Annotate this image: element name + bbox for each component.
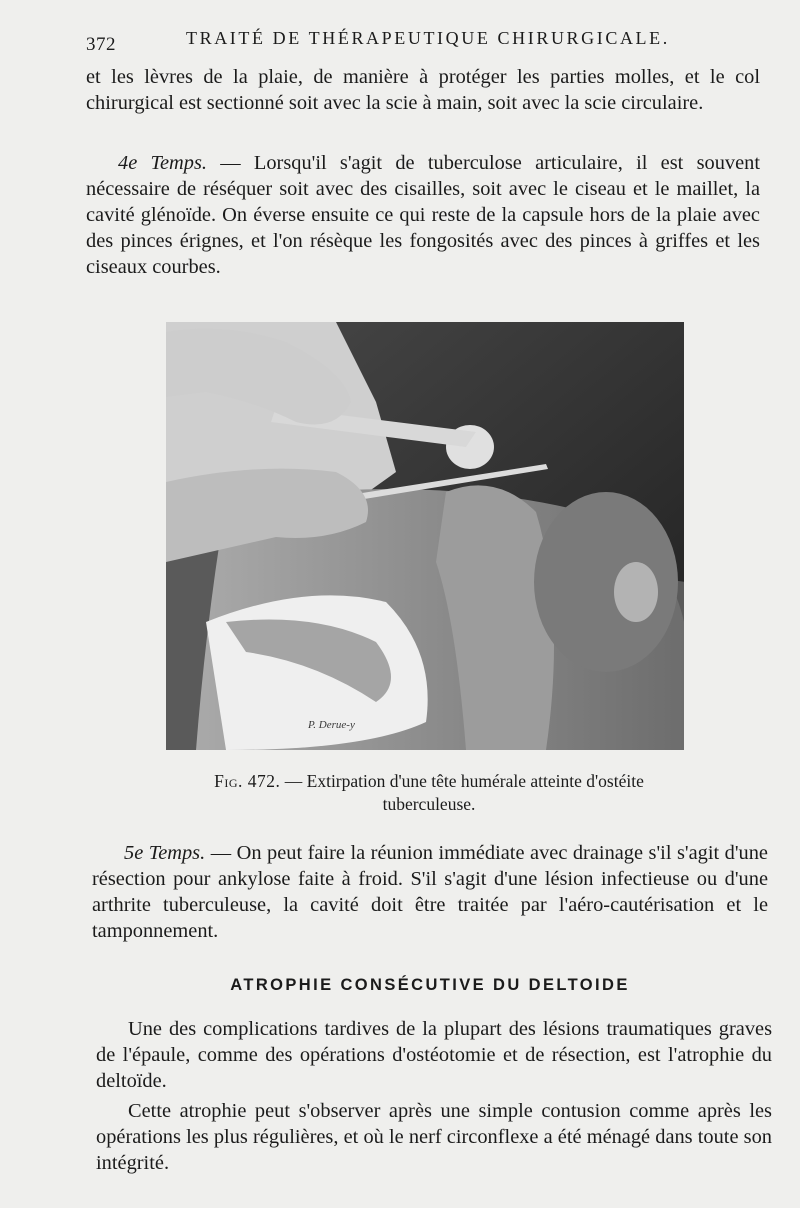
page-header (86, 28, 766, 55)
paragraph-text: — On peut faire la réunion immédiate avec drainage s'il s'agit d'une résection pour ankylose faite à froid. S'il s'agit d'une lésion infectieuse ou d'une arthrite tuberculeuse, la cavité doit être traitée par l'aéro-cautérisation et le tamponnement. (92, 842, 768, 942)
paragraph-continuation (86, 64, 760, 116)
paragraph-step-4 (86, 150, 760, 280)
photo-illustration (166, 322, 684, 750)
paragraph-text: et les lèvres de la plaie, de manière à protéger les parties molles, et le col chirurgical est sectionné soit avec la scie à main, soit avec la scie circulaire. (86, 66, 760, 114)
paragraph-text: Une des complications tardives de la plupart des lésions traumatiques graves de l'épaule, comme des opérations d'ostéotomie et de résection, est l'atrophie du deltoïde. (96, 1018, 772, 1092)
figure-caption (170, 770, 688, 816)
paragraph-text: — Lorsqu'il s'agit de tuberculose articulaire, il est souvent nécessaire de réséquer soit avec des cisailles, soit avec le ciseau et le maillet, la cavité glénoïde. On éverse ensuite ce qui reste de la capsule hors de la plaie avec des pinces érignes, et l'on résèque les fongosités avec des pinces à griffes et les ciseaux courbes. (86, 152, 760, 278)
page-number: 372 (86, 34, 116, 55)
paragraph-atrophy-intro (96, 1016, 772, 1094)
running-title: TRAITÉ DE THÉRAPEUTIQUE CHIRURGICALE. (186, 28, 670, 48)
step-label: 4e Temps. (118, 152, 207, 174)
caption-text: — Extirpation d'une tête humérale atteinte d'ostéite tuberculeuse. (280, 771, 644, 814)
paragraph-text: Cette atrophie peut s'observer après une simple contusion comme après les opérations les plus régulières, et où le nerf circonflexe a été ménagé dans toute son intégrité. (96, 1100, 772, 1174)
section-title: ATROPHIE CONSÉCUTIVE DU DELTOIDE (230, 976, 630, 994)
surgical-photograph (166, 322, 684, 750)
paragraph-atrophy-details (96, 1098, 772, 1176)
step-label: 5e Temps. (124, 842, 206, 864)
photo-signature: P. Derue-y (308, 719, 355, 731)
figure-label: Fig. 472. (214, 771, 281, 791)
paragraph-step-5 (92, 840, 768, 944)
